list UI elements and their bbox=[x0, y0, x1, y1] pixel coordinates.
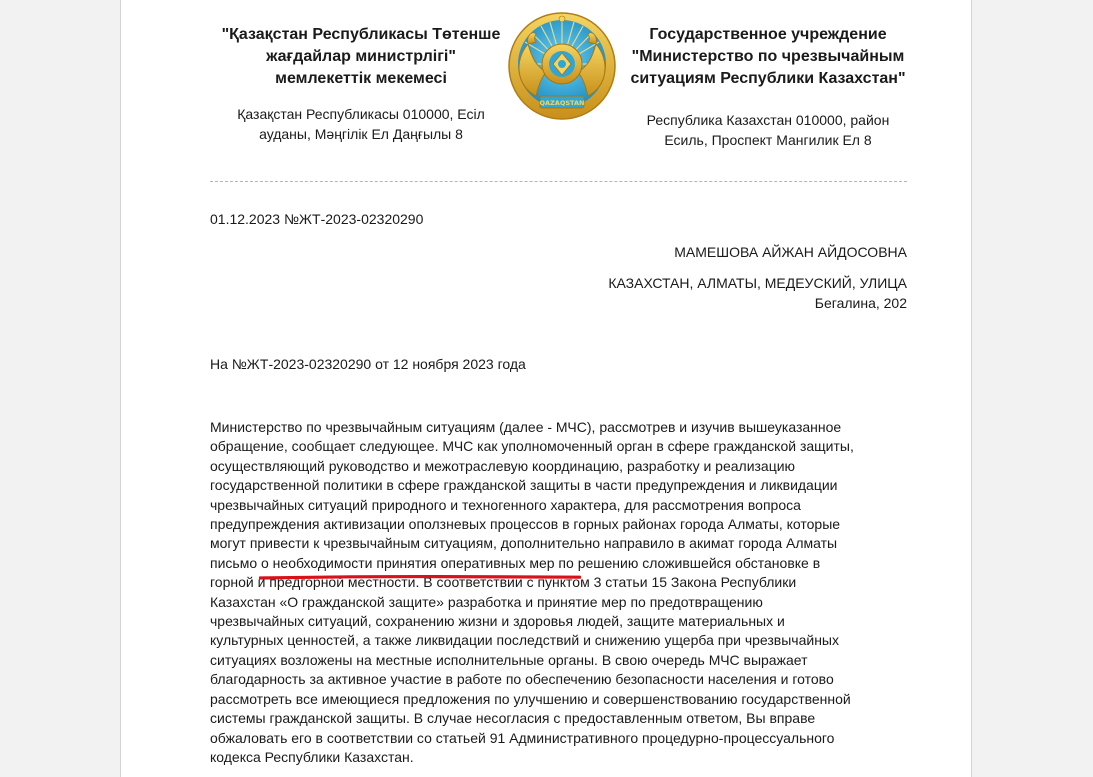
body-line: обжаловать его в соответствии со статьей 91 Административного процедурно-процессуального bbox=[210, 729, 835, 746]
body-line: обращение, сообщает следующее. МЧС как уполномоченный орган в сфере гражданской защиты, bbox=[210, 438, 854, 455]
body-line: Министерство по чрезвычайным ситуациям (далее - МЧС), рассмотрев и изучив вышеуказанное bbox=[210, 419, 842, 435]
org-name-kazakh: "Қазақстан Республикасы Төтенше жағдайлар министрлігі" мемлекеттік мекемесі bbox=[221, 26, 501, 87]
document-page bbox=[120, 0, 972, 777]
body-line: системы гражданской защиты. В случае несогласия с предоставленным ответом, Вы вправе bbox=[210, 710, 816, 727]
body-line: рассмотреть все имеющиеся предложения по улучшению и совершенствованию государственной bbox=[210, 690, 851, 707]
body-line: письмо о необходимости принятия оперативных мер по решению сложившейся обстановке в bbox=[210, 554, 821, 571]
body-line: предупреждения активизации оползневых процессов в горных районах города Алматы, которые bbox=[210, 516, 841, 533]
addressee-name: МАМЕШОВА АЙЖАН АЙДОСОВНА bbox=[674, 244, 907, 260]
header-divider bbox=[210, 181, 907, 182]
body-line: культурных ценностей, а также ликвидации последствий и снижению ущерба при чрезвычайных bbox=[210, 632, 839, 649]
header-right-block bbox=[609, 24, 927, 150]
emblem-banner-text: QAZAQSTAN bbox=[539, 99, 585, 107]
state-emblem-icon bbox=[506, 10, 618, 122]
body-line: государственной политики в сфере гражданской защиты в части предупреждения и ликвидации bbox=[210, 477, 838, 494]
header-left-block bbox=[191, 24, 531, 144]
addressee-address: КАЗАХСТАН, АЛМАТЫ, МЕДЕУСКИЙ, УЛИЦА Бегалина, 202 bbox=[608, 275, 907, 311]
body-line: могут привести к чрезвычайным ситуациям, дополнительно направило в акимат города Алматы bbox=[210, 535, 838, 552]
document-date-number: 01.12.2023 №ЖТ-2023-02320290 bbox=[210, 211, 424, 227]
body-line: ситуациях возложены на местные исполнительные органы. В свою очередь МЧС выражает bbox=[210, 651, 808, 668]
red-underline-annotation bbox=[259, 574, 581, 580]
body-line: Казахстан «О гражданской защите» разработка и принятие мер по предотвращению bbox=[210, 593, 763, 610]
body-line: горной и предгорной местности. В соответствии с пунктом 3 статьи 15 Закона Республики bbox=[210, 574, 797, 591]
letter-body bbox=[210, 418, 907, 767]
addressee-block bbox=[567, 242, 907, 313]
body-line: чрезвычайных ситуаций природного и техногенного характера, для рассмотрения вопроса bbox=[210, 496, 801, 513]
body-line: благодарность за активное участие в работе по обеспечению безопасности населения и готово bbox=[210, 671, 834, 688]
org-name-russian: Государственное учреждение "Министерство по чрезвычайным ситуациям Республики Казахстан" bbox=[630, 26, 906, 87]
body-line: кодекса Республики Казахстан. bbox=[210, 748, 414, 765]
org-address-kazakh: Қазақстан Республикасы 010000, Есіл ауданы, Мәңгілік Ел Даңғылы 8 bbox=[237, 106, 485, 142]
body-line: осуществляющий руководство и межотраслевую координацию, разработку и реализацию bbox=[210, 457, 796, 474]
body-line: чрезвычайных ситуаций, сохранению жизни и здоровья людей, защите материальных и bbox=[210, 613, 785, 630]
org-address-russian: Республика Казахстан 010000, район Есиль, Проспект Мангилик Ел 8 bbox=[646, 112, 890, 148]
reply-reference: На №ЖТ-2023-02320290 от 12 ноября 2023 года bbox=[210, 356, 526, 372]
